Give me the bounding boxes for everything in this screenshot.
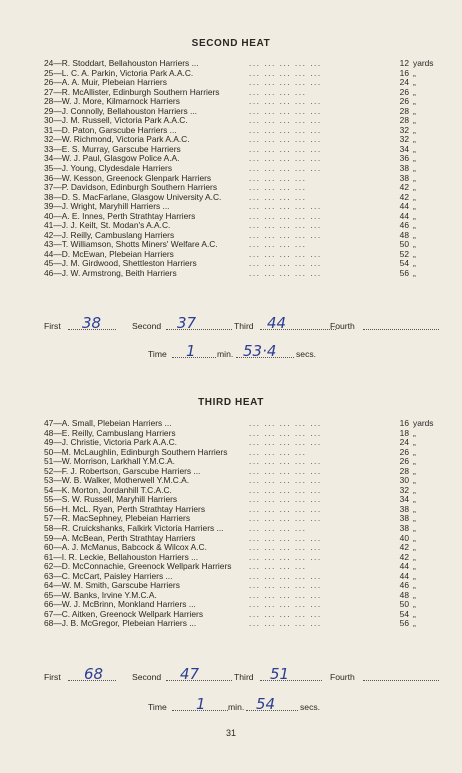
handicap-unit: „ <box>413 134 416 145</box>
leader-dots: ... ... ... ... ... <box>249 571 322 581</box>
leader-dots: ... ... ... ... <box>249 447 307 457</box>
leader-dots: ... ... ... ... ... <box>249 600 322 610</box>
time-seconds-handwritten: 54 <box>256 695 276 713</box>
leader-dots: ... ... ... ... ... <box>249 125 322 135</box>
handicap-unit: „ <box>413 475 416 486</box>
third-label: Third <box>234 321 254 331</box>
entry-name: 54—K. Morton, Jordanhill T.C.A.C. <box>44 484 172 495</box>
leader-dots: ... ... ... ... <box>249 524 307 534</box>
handicap-value: 28 <box>399 465 409 476</box>
leader-dots: ... ... ... ... <box>249 240 307 250</box>
handicap-unit: „ <box>413 67 416 78</box>
leader-dots: ... ... ... ... ... <box>249 259 322 269</box>
leader-dots: ... ... ... ... ... <box>249 144 322 154</box>
leader-dots: ... ... ... ... ... <box>249 504 322 514</box>
entry-name: 41—J. J. Keilt, St. Modan's A.A.C. <box>44 220 171 231</box>
handicap-unit: „ <box>413 580 416 591</box>
handicap-value: 42 <box>399 542 409 553</box>
entry-name: 28—W. J. More, Kilmarnock Harriers <box>44 96 180 107</box>
entry-name: 64—W. M. Smith, Garscube Harriers <box>44 580 180 591</box>
entry-name: 52—F. J. Robertson, Garscube Harriers ... <box>44 465 201 476</box>
heat-title: THIRD HEAT <box>198 397 264 408</box>
handicap-value: 42 <box>399 191 409 202</box>
entry-name: 48—E. Reilly, Cambuslang Harriers <box>44 427 176 438</box>
handicap-value: 44 <box>399 210 409 221</box>
handicap-unit: „ <box>413 172 416 183</box>
handicap-unit: „ <box>413 77 416 88</box>
handicap-unit: „ <box>413 561 416 572</box>
leader-dots: ... ... ... ... ... <box>249 428 322 438</box>
handicap-value: 38 <box>399 523 409 534</box>
handicap-unit: „ <box>413 258 416 269</box>
handicap-value: 16 <box>399 67 409 78</box>
placings-line <box>44 313 444 331</box>
leader-dots: ... ... ... ... ... <box>249 59 322 68</box>
leader-dots: ... ... ... ... ... <box>249 135 322 145</box>
first-place-handwritten: 68 <box>84 665 104 683</box>
leader-dots: ... ... ... ... ... <box>249 590 322 600</box>
leader-dots: ... ... ... ... ... <box>249 269 322 279</box>
handicap-value: 44 <box>399 201 409 212</box>
leader-dots: ... ... ... ... <box>249 173 307 183</box>
entry-row <box>44 619 434 629</box>
leader-dots: ... ... ... ... <box>249 192 307 202</box>
handicap-value: 42 <box>399 551 409 562</box>
first-label: First <box>44 321 61 331</box>
entry-name: 36—W. Kesson, Greenock Glenpark Harriers <box>44 172 212 183</box>
leader-dots: ... ... ... ... ... <box>249 97 322 107</box>
handicap-value: 48 <box>399 229 409 240</box>
second-label: Second <box>132 321 162 331</box>
second-place-handwritten: 47 <box>180 665 200 683</box>
entry-name: 56—H. McL. Ryan, Perth Strathtay Harriers <box>44 503 206 514</box>
entry-name: 47—A. Small, Plebeian Harriers ... <box>44 418 172 428</box>
handicap-unit: „ <box>413 618 416 629</box>
handicap-unit: yards <box>413 58 434 68</box>
leader-dots: ... ... ... ... ... <box>249 116 322 126</box>
handicap-unit: „ <box>413 191 416 202</box>
handicap-value: 50 <box>399 239 409 250</box>
handicap-unit: „ <box>413 268 416 279</box>
handicap-unit: „ <box>413 96 416 107</box>
handicap-value: 34 <box>399 143 409 154</box>
handicap-value: 48 <box>399 589 409 600</box>
handicap-unit: „ <box>413 153 416 164</box>
handicap-value: 36 <box>399 153 409 164</box>
handicap-unit: „ <box>413 86 416 97</box>
handicap-unit: „ <box>413 437 416 448</box>
leader-dots: ... ... ... ... ... <box>249 609 322 619</box>
leader-dots: ... ... ... ... ... <box>249 581 322 591</box>
entry-name: 32—W. Richmond, Victoria Park A.A.C. <box>44 134 190 145</box>
entry-name: 53—W. B. Walker, Motherwell Y.M.C.A. <box>44 475 190 486</box>
heat-title: SECOND HEAT <box>191 38 271 49</box>
handicap-value: 24 <box>399 77 409 88</box>
leader-dots: ... ... ... ... ... <box>249 419 322 428</box>
handicap-value: 56 <box>399 268 409 279</box>
handicap-value: 46 <box>399 220 409 231</box>
leader-dots: ... ... ... ... ... <box>249 619 322 629</box>
leader-dots: ... ... ... ... ... <box>249 552 322 562</box>
entry-name: 37—P. Davidson, Edinburgh Southern Harriers <box>44 182 218 193</box>
handicap-unit: „ <box>413 542 416 553</box>
handicap-value: 16 <box>399 418 409 428</box>
handicap-value: 26 <box>399 456 409 467</box>
entry-name: 45—J. M. Girdwood, Shettleston Harriers <box>44 258 197 269</box>
fourth-label: Fourth <box>330 321 355 331</box>
handicap-unit: „ <box>413 494 416 505</box>
handicap-unit: „ <box>413 115 416 126</box>
handicap-unit: „ <box>413 599 416 610</box>
fourth-label: Fourth <box>330 672 355 682</box>
handicap-unit: „ <box>413 484 416 495</box>
handicap-value: 24 <box>399 437 409 448</box>
leader-dots: ... ... ... ... ... <box>249 202 322 212</box>
min-label: min. <box>217 349 234 359</box>
leader-dots: ... ... ... ... ... <box>249 533 322 543</box>
handicap-value: 26 <box>399 446 409 457</box>
handicap-value: 30 <box>399 475 409 486</box>
handicap-value: 32 <box>399 134 409 145</box>
secs-label: secs. <box>296 349 317 359</box>
handicap-unit: „ <box>413 105 416 116</box>
entry-name: 58—R. Cruickshanks, Falkirk Victoria Harriers ... <box>44 523 224 534</box>
time-line <box>148 341 368 359</box>
leader-dots: ... ... ... ... <box>249 87 307 97</box>
handicap-unit: „ <box>413 182 416 193</box>
entry-name: 40—A. E. Innes, Perth Strathtay Harriers <box>44 210 196 221</box>
entry-name: 67—C. Aitken, Greenock Wellpark Harriers <box>44 608 204 619</box>
handicap-value: 50 <box>399 599 409 610</box>
handicap-value: 54 <box>399 608 409 619</box>
handicap-value: 44 <box>399 561 409 572</box>
handicap-value: 56 <box>399 618 409 629</box>
leader-dots: ... ... ... ... ... <box>249 211 322 221</box>
time-minutes-handwritten: 1 <box>196 695 206 713</box>
handicap-value: 54 <box>399 258 409 269</box>
entry-name: 31—D. Paton, Garscube Harriers ... <box>44 124 177 135</box>
entry-name: 34—W. J. Paul, Glasgow Police A.A. <box>44 153 180 164</box>
entry-name: 25—L. C. A. Parkin, Victoria Park A.A.C. <box>44 67 194 78</box>
entry-name: 27—R. McAllister, Edinburgh Southern Harriers <box>44 86 220 97</box>
handicap-unit: „ <box>413 248 416 259</box>
entry-name: 59—A. McBean, Perth Strathtay Harriers <box>44 532 196 543</box>
handicap-value: 44 <box>399 570 409 581</box>
handicap-value: 38 <box>399 503 409 514</box>
leader-dots: ... ... ... ... ... <box>249 438 322 448</box>
handicap-unit: „ <box>413 570 416 581</box>
handicap-unit: „ <box>413 503 416 514</box>
leader-dots: ... ... ... ... ... <box>249 543 322 553</box>
handicap-value: 38 <box>399 163 409 174</box>
entry-name: 50—M. McLaughlin, Edinburgh Southern Harriers <box>44 446 228 457</box>
leader-dots: ... ... ... ... <box>249 562 307 572</box>
leader-dots: ... ... ... ... ... <box>249 457 322 467</box>
entry-name: 29—J. Connolly, Bellahouston Harriers ... <box>44 105 197 116</box>
entry-name: 24—R. Stoddart, Bellahouston Harriers ... <box>44 58 199 68</box>
handicap-unit: „ <box>413 523 416 534</box>
leader-dots: ... ... ... ... ... <box>249 164 322 174</box>
entry-name: 42—J. Reilly, Cambuslang Harriers <box>44 229 175 240</box>
second-place-handwritten: 37 <box>177 314 197 332</box>
handicap-unit: „ <box>413 163 416 174</box>
entry-name: 39—J. Wright, Maryhill Harriers ... <box>44 201 170 212</box>
handicap-unit: „ <box>413 532 416 543</box>
entry-name: 61—I. R. Leckie, Bellahouston Harriers ... <box>44 551 199 562</box>
leader-dots: ... ... ... ... ... <box>249 78 322 88</box>
handicap-value: 40 <box>399 532 409 543</box>
entry-name: 68—J. B. McGregor, Plebeian Harriers ... <box>44 618 197 629</box>
handicap-unit: „ <box>413 220 416 231</box>
entry-name: 65—W. Banks, Irvine Y.M.C.A. <box>44 589 157 600</box>
secs-label: secs. <box>300 702 321 712</box>
entry-list <box>44 419 434 629</box>
entry-list <box>44 59 434 279</box>
first-place-handwritten: 38 <box>82 314 102 332</box>
handicap-unit: „ <box>413 465 416 476</box>
entry-name: 26—A. A. Muir, Plebeian Harriers <box>44 77 167 88</box>
handicap-value: 28 <box>399 115 409 126</box>
entry-row <box>44 269 434 279</box>
handicap-unit: „ <box>413 589 416 600</box>
entry-name: 66—W. J. McBrinn, Monkland Harriers ... <box>44 599 196 610</box>
entry-name: 38—D. S. MacFarlane, Glasgow University A.C. <box>44 191 222 202</box>
handicap-value: 32 <box>399 124 409 135</box>
entry-name: 57—R. MacSephney, Plebeian Harriers <box>44 513 191 524</box>
min-label: min. <box>228 702 245 712</box>
handicap-unit: „ <box>413 513 416 524</box>
entry-name: 46—J. W. Armstrong, Beith Harriers <box>44 268 177 279</box>
third-place-handwritten: 51 <box>270 665 290 683</box>
time-label: Time <box>148 702 167 712</box>
leader-dots: ... ... ... ... ... <box>249 495 322 505</box>
entry-name: 60—A. J. McManus, Babcock & Wilcox A.C. <box>44 542 207 553</box>
entry-name: 43—T. Williamson, Shotts Miners' Welfare A.C. <box>44 239 218 250</box>
handicap-value: 28 <box>399 105 409 116</box>
handicap-unit: „ <box>413 456 416 467</box>
handicap-value: 46 <box>399 580 409 591</box>
handicap-unit: „ <box>413 210 416 221</box>
handicap-unit: „ <box>413 143 416 154</box>
entry-name: 55—S. W. Russell, Maryhill Harriers <box>44 494 178 505</box>
first-label: First <box>44 672 61 682</box>
placings-line <box>44 664 444 682</box>
handicap-value: 38 <box>399 172 409 183</box>
handicap-value: 38 <box>399 513 409 524</box>
leader-dots: ... ... ... ... ... <box>249 249 322 259</box>
entry-name: 63—C. McCart, Paisley Harriers ... <box>44 570 173 581</box>
entry-name: 49—J. Christie, Victoria Park A.A.C. <box>44 437 177 448</box>
leader-dots: ... ... ... ... ... <box>249 230 322 240</box>
handicap-value: 42 <box>399 182 409 193</box>
leader-dots: ... ... ... ... ... <box>249 514 322 524</box>
leader-dots: ... ... ... ... ... <box>249 106 322 116</box>
time-line <box>148 694 368 712</box>
time-minutes-handwritten: 1 <box>186 342 196 360</box>
third-place-handwritten: 44 <box>267 314 287 332</box>
handicap-value: 26 <box>399 86 409 97</box>
handicap-unit: „ <box>413 201 416 212</box>
handicap-value: 18 <box>399 427 409 438</box>
leader-dots: ... ... ... ... ... <box>249 154 322 164</box>
leader-dots: ... ... ... ... ... <box>249 466 322 476</box>
handicap-unit: „ <box>413 124 416 135</box>
handicap-value: 32 <box>399 484 409 495</box>
third-label: Third <box>234 672 254 682</box>
entry-name: 35—J. Young, Clydesdale Harriers <box>44 163 173 174</box>
time-seconds-handwritten: 53·4 <box>243 342 277 360</box>
leader-dots: ... ... ... ... ... <box>249 68 322 78</box>
page-number: 31 <box>225 728 236 738</box>
handicap-value: 34 <box>399 494 409 505</box>
leader-dots: ... ... ... ... ... <box>249 476 322 486</box>
entry-name: 51—W. Morrison, Larkhall Y.M.C.A. <box>44 456 175 467</box>
handicap-unit: yards <box>413 418 434 428</box>
handicap-unit: „ <box>413 446 416 457</box>
handicap-unit: „ <box>413 608 416 619</box>
handicap-unit: „ <box>413 427 416 438</box>
handicap-unit: „ <box>413 239 416 250</box>
handicap-unit: „ <box>413 551 416 562</box>
entry-name: 44—D. McEwan, Plebeian Harriers <box>44 248 174 259</box>
second-label: Second <box>132 672 162 682</box>
handicap-value: 26 <box>399 96 409 107</box>
entry-name: 30—J. M. Russell, Victoria Park A.A.C. <box>44 115 188 126</box>
leader-dots: ... ... ... ... <box>249 183 307 193</box>
handicap-value: 12 <box>399 58 409 68</box>
handicap-unit: „ <box>413 229 416 240</box>
leader-dots: ... ... ... ... ... <box>249 485 322 495</box>
entry-name: 33—E. S. Murray, Garscube Harriers <box>44 143 181 154</box>
entry-name: 62—D. McConnachie, Greenock Wellpark Harriers <box>44 561 232 572</box>
time-label: Time <box>148 349 167 359</box>
leader-dots: ... ... ... ... ... <box>249 221 322 231</box>
handicap-value: 52 <box>399 248 409 259</box>
